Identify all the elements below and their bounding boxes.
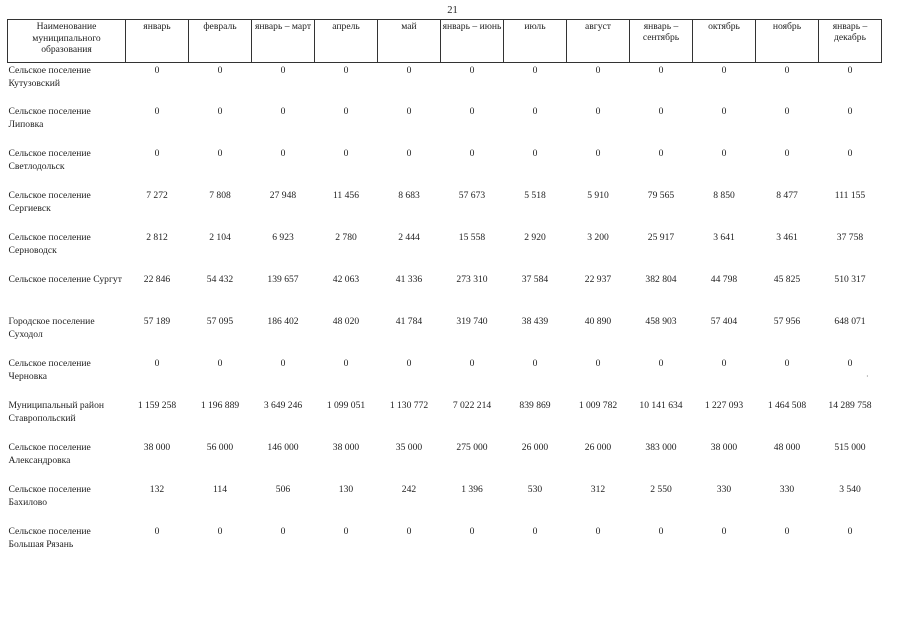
value-cell: 0 bbox=[217, 148, 223, 159]
value-cell: 0 bbox=[847, 358, 853, 369]
value-cell: 3 200 bbox=[587, 232, 609, 243]
value-cell: 0 bbox=[532, 106, 538, 117]
column-header: январь bbox=[126, 20, 189, 63]
value-cell: 2 444 bbox=[398, 232, 420, 243]
value-cell: 0 bbox=[406, 358, 412, 369]
value-cell: 273 310 bbox=[456, 274, 488, 285]
value-cell: 242 bbox=[401, 484, 417, 495]
value-cell: 0 bbox=[154, 65, 160, 76]
value-cell: 0 bbox=[343, 106, 349, 117]
table-row bbox=[8, 103, 882, 145]
value-cell: 14 289 758 bbox=[828, 400, 872, 411]
column-header: октябрь bbox=[693, 20, 756, 63]
value-cell: 648 071 bbox=[834, 316, 866, 327]
value-cell: 3 641 bbox=[713, 232, 735, 243]
value-cell: 7 808 bbox=[209, 190, 231, 201]
value-cell: 45 825 bbox=[773, 274, 801, 285]
value-cell: 0 bbox=[721, 358, 727, 369]
value-cell: 0 bbox=[847, 65, 853, 76]
value-cell: 2 920 bbox=[524, 232, 546, 243]
value-cell: 0 bbox=[658, 148, 664, 159]
value-cell: 0 bbox=[595, 526, 601, 537]
value-cell: 0 bbox=[658, 65, 664, 76]
value-cell: 0 bbox=[658, 358, 664, 369]
value-cell: 56 000 bbox=[206, 442, 234, 453]
row-name-cell: Сельское поселение Бахилово bbox=[8, 484, 91, 508]
value-cell: 0 bbox=[784, 65, 790, 76]
value-cell: 0 bbox=[469, 106, 475, 117]
column-header: ноябрь bbox=[756, 20, 819, 63]
value-cell: 42 063 bbox=[332, 274, 360, 285]
value-cell: 57 095 bbox=[206, 316, 234, 327]
row-name-cell: Сельское поселение Большая Рязань bbox=[8, 526, 91, 550]
value-cell: 0 bbox=[595, 106, 601, 117]
value-cell: 312 bbox=[590, 484, 606, 495]
value-cell: 57 404 bbox=[710, 316, 738, 327]
column-header: январь – сентябрь bbox=[630, 20, 693, 63]
table-row bbox=[8, 145, 882, 187]
value-cell: 37 584 bbox=[521, 274, 549, 285]
value-cell: 0 bbox=[406, 526, 412, 537]
row-name-cell: Сельское поселение Сергиевск bbox=[8, 190, 91, 214]
value-cell: 3 540 bbox=[839, 484, 861, 495]
table-row bbox=[8, 355, 882, 397]
value-cell: 3 649 246 bbox=[263, 400, 303, 411]
value-cell: 57 673 bbox=[458, 190, 486, 201]
value-cell: 330 bbox=[779, 484, 795, 495]
value-cell: 330 bbox=[716, 484, 732, 495]
column-header-name: Наименование муниципального образования bbox=[8, 20, 126, 63]
value-cell: 2 104 bbox=[209, 232, 231, 243]
value-cell: 3 461 bbox=[776, 232, 798, 243]
value-cell: 8 850 bbox=[713, 190, 735, 201]
value-cell: 0 bbox=[784, 148, 790, 159]
header-row bbox=[8, 20, 882, 63]
value-cell: 0 bbox=[532, 65, 538, 76]
value-cell: 38 439 bbox=[521, 316, 549, 327]
column-header: январь – декабрь bbox=[819, 20, 882, 63]
row-name-cell: Сельское поселение Александровка bbox=[8, 442, 91, 466]
table-row bbox=[8, 313, 882, 355]
value-cell: 26 000 bbox=[521, 442, 549, 453]
value-cell: 319 740 bbox=[456, 316, 488, 327]
value-cell: 0 bbox=[532, 358, 538, 369]
row-name-cell: Сельское поселение Сургут bbox=[8, 274, 122, 285]
value-cell: 25 917 bbox=[647, 232, 675, 243]
value-cell: 79 565 bbox=[647, 190, 675, 201]
value-cell: 0 bbox=[154, 148, 160, 159]
value-cell: 5 518 bbox=[524, 190, 546, 201]
value-cell: 0 bbox=[154, 106, 160, 117]
table-header bbox=[8, 20, 882, 63]
value-cell: 0 bbox=[658, 106, 664, 117]
table-row bbox=[8, 523, 882, 565]
value-cell: 0 bbox=[469, 358, 475, 369]
value-cell: 0 bbox=[217, 65, 223, 76]
value-cell: 0 bbox=[469, 65, 475, 76]
value-cell: 1 464 508 bbox=[767, 400, 807, 411]
column-header: январь – март bbox=[252, 20, 315, 63]
row-name-cell: Сельское поселение Кутузовский bbox=[8, 65, 91, 89]
value-cell: 48 000 bbox=[773, 442, 801, 453]
value-cell: 0 bbox=[532, 148, 538, 159]
value-cell: 506 bbox=[275, 484, 291, 495]
value-cell: 35 000 bbox=[395, 442, 423, 453]
value-cell: 0 bbox=[721, 65, 727, 76]
value-cell: 8 683 bbox=[398, 190, 420, 201]
value-cell: 0 bbox=[217, 358, 223, 369]
column-header: май bbox=[378, 20, 441, 63]
value-cell: 0 bbox=[343, 526, 349, 537]
value-cell: 0 bbox=[721, 148, 727, 159]
value-cell: 0 bbox=[217, 526, 223, 537]
value-cell: 114 bbox=[212, 484, 228, 495]
value-cell: 0 bbox=[784, 358, 790, 369]
value-cell: 0 bbox=[532, 526, 538, 537]
value-cell: 0 bbox=[154, 526, 160, 537]
value-cell: 0 bbox=[784, 526, 790, 537]
value-cell: 11 456 bbox=[332, 190, 360, 201]
value-cell: 48 020 bbox=[332, 316, 360, 327]
value-cell: 1 196 889 bbox=[200, 400, 240, 411]
value-cell: 38 000 bbox=[332, 442, 360, 453]
value-cell: 15 558 bbox=[458, 232, 486, 243]
page-number: 21 bbox=[447, 5, 458, 16]
value-cell: 1 099 051 bbox=[326, 400, 366, 411]
value-cell: 44 798 bbox=[710, 274, 738, 285]
value-cell: 0 bbox=[658, 526, 664, 537]
value-cell: 0 bbox=[469, 526, 475, 537]
value-cell: 530 bbox=[527, 484, 543, 495]
row-name-cell: Городское поселение Суходол bbox=[8, 316, 95, 340]
value-cell: 510 317 bbox=[834, 274, 866, 285]
row-name-cell: Сельское поселение Липовка bbox=[8, 106, 91, 130]
value-cell: 839 869 bbox=[519, 400, 551, 411]
value-cell: 6 923 bbox=[272, 232, 294, 243]
value-cell: 0 bbox=[280, 106, 286, 117]
value-cell: 111 155 bbox=[834, 190, 866, 201]
value-cell: 0 bbox=[847, 148, 853, 159]
value-cell: 0 bbox=[406, 65, 412, 76]
value-cell: 0 bbox=[784, 106, 790, 117]
value-cell: 515 000 bbox=[834, 442, 866, 453]
value-cell: 0 bbox=[343, 358, 349, 369]
value-cell: 1 130 772 bbox=[389, 400, 429, 411]
value-cell: 22 937 bbox=[584, 274, 612, 285]
column-header: июль bbox=[504, 20, 567, 63]
row-name-cell: Сельское поселение Светлодольск bbox=[8, 148, 91, 172]
value-cell: 186 402 bbox=[267, 316, 299, 327]
value-cell: 57 956 bbox=[773, 316, 801, 327]
value-cell: 0 bbox=[406, 106, 412, 117]
value-cell: 40 890 bbox=[584, 316, 612, 327]
value-cell: 132 bbox=[149, 484, 165, 495]
value-cell: 10 141 634 bbox=[639, 400, 683, 411]
table-row bbox=[8, 481, 882, 523]
value-cell: 1 396 bbox=[461, 484, 483, 495]
value-cell: 41 784 bbox=[395, 316, 423, 327]
value-cell: 0 bbox=[280, 526, 286, 537]
table-row bbox=[8, 229, 882, 271]
value-cell: 0 bbox=[595, 148, 601, 159]
value-cell: 130 bbox=[338, 484, 354, 495]
table-row bbox=[8, 63, 882, 104]
value-cell: 27 948 bbox=[269, 190, 297, 201]
value-cell: 0 bbox=[847, 106, 853, 117]
value-cell: 7 272 bbox=[146, 190, 168, 201]
value-cell: 0 bbox=[154, 358, 160, 369]
value-cell: 54 432 bbox=[206, 274, 234, 285]
table-row bbox=[8, 271, 882, 313]
value-cell: 383 000 bbox=[645, 442, 677, 453]
value-cell: 2 550 bbox=[650, 484, 672, 495]
value-cell: 0 bbox=[343, 65, 349, 76]
value-cell: 146 000 bbox=[267, 442, 299, 453]
row-name-cell: Муниципальный район Ставропольский bbox=[8, 400, 104, 424]
table-body bbox=[8, 63, 882, 566]
column-header: январь – июнь bbox=[441, 20, 504, 63]
value-cell: 0 bbox=[721, 106, 727, 117]
value-cell: 0 bbox=[721, 526, 727, 537]
value-cell: 1 227 093 bbox=[704, 400, 744, 411]
value-cell: 0 bbox=[406, 148, 412, 159]
value-cell: 38 000 bbox=[143, 442, 171, 453]
value-cell: 0 bbox=[280, 148, 286, 159]
value-cell: 22 846 bbox=[143, 274, 171, 285]
data-table bbox=[7, 19, 882, 565]
value-cell: 139 657 bbox=[267, 274, 299, 285]
value-cell: 2 780 bbox=[335, 232, 357, 243]
value-cell: 1 009 782 bbox=[578, 400, 618, 411]
table-row bbox=[8, 187, 882, 229]
value-cell: 0 bbox=[343, 148, 349, 159]
value-cell: 0 bbox=[595, 65, 601, 76]
table-row bbox=[8, 397, 882, 439]
value-cell: 0 bbox=[595, 358, 601, 369]
value-cell: 41 336 bbox=[395, 274, 423, 285]
value-cell: 0 bbox=[280, 358, 286, 369]
value-cell: 0 bbox=[280, 65, 286, 76]
value-cell: 382 804 bbox=[645, 274, 677, 285]
value-cell: 5 910 bbox=[587, 190, 609, 201]
value-cell: 26 000 bbox=[584, 442, 612, 453]
value-cell: 8 477 bbox=[776, 190, 798, 201]
value-cell: 57 189 bbox=[143, 316, 171, 327]
value-cell: 37 758 bbox=[836, 232, 864, 243]
value-cell: 0 bbox=[847, 526, 853, 537]
value-cell: 7 022 214 bbox=[452, 400, 492, 411]
value-cell: 1 159 258 bbox=[137, 400, 177, 411]
scan-speck: · bbox=[866, 372, 869, 381]
table-row bbox=[8, 439, 882, 481]
value-cell: 0 bbox=[217, 106, 223, 117]
value-cell: 275 000 bbox=[456, 442, 488, 453]
value-cell: 458 903 bbox=[645, 316, 677, 327]
column-header: август bbox=[567, 20, 630, 63]
value-cell: 2 812 bbox=[146, 232, 168, 243]
column-header: апрель bbox=[315, 20, 378, 63]
row-name-cell: Сельское поселение Черновка bbox=[8, 358, 91, 382]
value-cell: 0 bbox=[469, 148, 475, 159]
column-header: февраль bbox=[189, 20, 252, 63]
value-cell: 38 000 bbox=[710, 442, 738, 453]
row-name-cell: Сельское поселение Серноводск bbox=[8, 232, 91, 256]
